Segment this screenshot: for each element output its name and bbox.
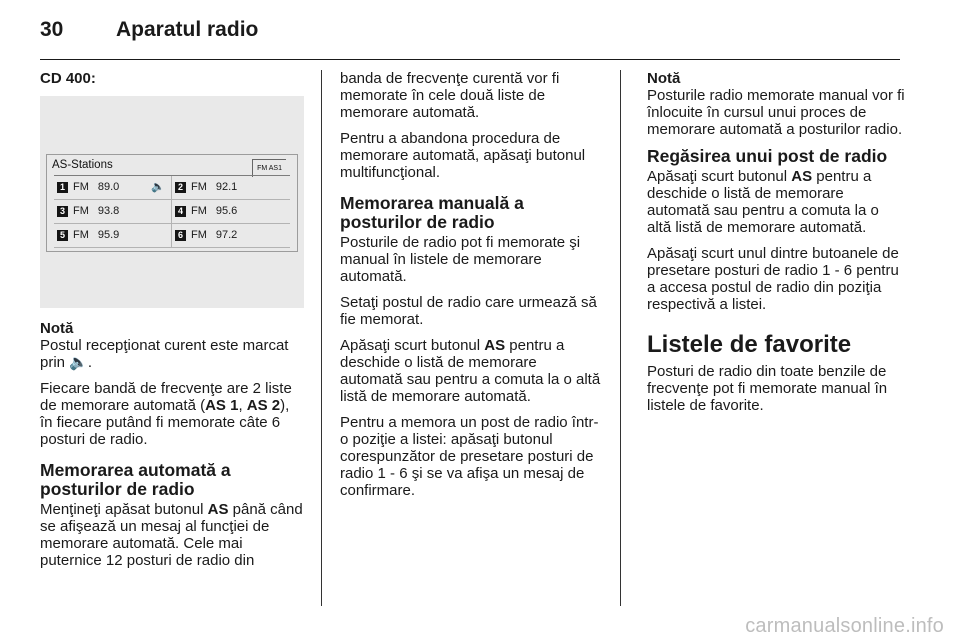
paragraph: Pentru a memora un post de radio într-o poziţie a listei: apăsaţi butonul corespunzător de presetare posturi de radio 1 - 6 şi se va afişa un mesaj de confirmare. (340, 414, 599, 499)
preset-number: 3 (57, 206, 68, 217)
frequency: 95.9 (97, 229, 120, 241)
frequency: 89.0 (97, 181, 120, 193)
header-rule (40, 59, 900, 60)
paragraph: Setaţi postul de radio care urmează să fie memorat. (340, 294, 597, 328)
paragraph: Apăsaţi scurt butonul AS pentru a deschide o listă de memorare automată sau pentru a comuta la o altă listă de memorare automată. (340, 337, 601, 405)
note-block (40, 320, 304, 371)
band-label: FM (191, 181, 207, 193)
column-divider (620, 70, 621, 606)
paragraph: Posturile de radio pot fi memorate şi manual în listele de memorare automată. (340, 234, 581, 285)
heading-favourites: Listele de favorite (647, 331, 852, 358)
paragraph: Menţineţi apăsat butonul AS până când se afişează un mesaj al funcţiei de memorare automată. Cele mai puternice 12 posturi de radio din (40, 501, 303, 569)
note-title: Notă (647, 70, 681, 87)
band-label: FM (191, 205, 207, 217)
preset-number: 2 (175, 182, 186, 193)
station-cell-6 (172, 224, 290, 248)
preset-number: 5 (57, 230, 68, 241)
preset-number: 1 (57, 182, 68, 193)
preset-number: 6 (175, 230, 186, 241)
column-1 (40, 70, 304, 578)
frequency: 97.2 (215, 229, 238, 241)
speaker-icon: 🔈 (151, 181, 165, 193)
band-label: FM (191, 229, 207, 241)
band-label: FM (73, 205, 89, 217)
frequency: 92.1 (215, 181, 238, 193)
frequency: 95.6 (215, 205, 238, 217)
frequency: 93.8 (97, 205, 120, 217)
note-text: Posturile radio memorate manual vor fi înlocuite în cursul unui proces de memorare automată a posturilor radio. (647, 87, 905, 138)
page-title: Aparatul radio (116, 18, 259, 41)
column-3 (647, 70, 905, 423)
heading-auto-store: Memorarea automată a posturilor de radio (40, 460, 231, 499)
band-label: FM (73, 229, 89, 241)
station-cell-2 (172, 176, 290, 200)
heading-manual-store: Memorarea manuală a posturilor de radio (340, 193, 524, 232)
station-cell-4 (172, 200, 290, 224)
station-grid (54, 175, 290, 249)
fm-as1-tab: FM AS1 (252, 159, 286, 177)
page-number: 30 (40, 18, 64, 41)
note-block (647, 70, 905, 138)
watermark: carmanualsonline.info (745, 615, 944, 637)
note-text: Postul recepţionat curent este marcat prin 🔈. (40, 337, 289, 371)
stations-title: AS-Stations (52, 159, 113, 171)
paragraph: Pentru a abandona procedura de memorare automată, apăsaţi butonul multifuncţional. (340, 130, 586, 181)
station-cell-1 (54, 176, 172, 200)
page-header (40, 18, 258, 48)
station-cell-5 (54, 224, 172, 248)
heading-recall: Regăsirea unui post de radio (647, 146, 888, 166)
column-2 (340, 70, 602, 508)
paragraph: Apăsaţi scurt unul dintre butoanele de presetare posturi de radio 1 - 6 pentru a accesa postul de radio din poziţia respectivă a listei. (647, 245, 899, 313)
paragraph: Fiecare bandă de frecvenţe are 2 liste de memorare automată (AS 1, AS 2), în fiecare putând fi memorate câte 6 posturi de radio. (40, 380, 292, 448)
station-cell-3 (54, 200, 172, 224)
preset-number: 4 (175, 206, 186, 217)
as-stations-screen (44, 152, 300, 254)
note-title: Notă (40, 320, 74, 337)
band-label: FM (73, 181, 89, 193)
paragraph: Posturi de radio din toate benzile de frecvenţe pot fi memorate manual în listele de favorite. (647, 363, 888, 414)
paragraph: banda de frecvenţe curentă vor fi memorate în cele două liste de memorare automată. (340, 70, 560, 121)
column-divider (321, 70, 322, 606)
speaker-icon: 🔈 (69, 354, 88, 371)
radio-display-figure (40, 96, 304, 308)
paragraph: Apăsaţi scurt butonul AS pentru a deschide o listă de memorare automată sau pentru a comuta la o altă listă de memorare automată. (647, 168, 879, 236)
figure-label: CD 400: (40, 70, 96, 87)
